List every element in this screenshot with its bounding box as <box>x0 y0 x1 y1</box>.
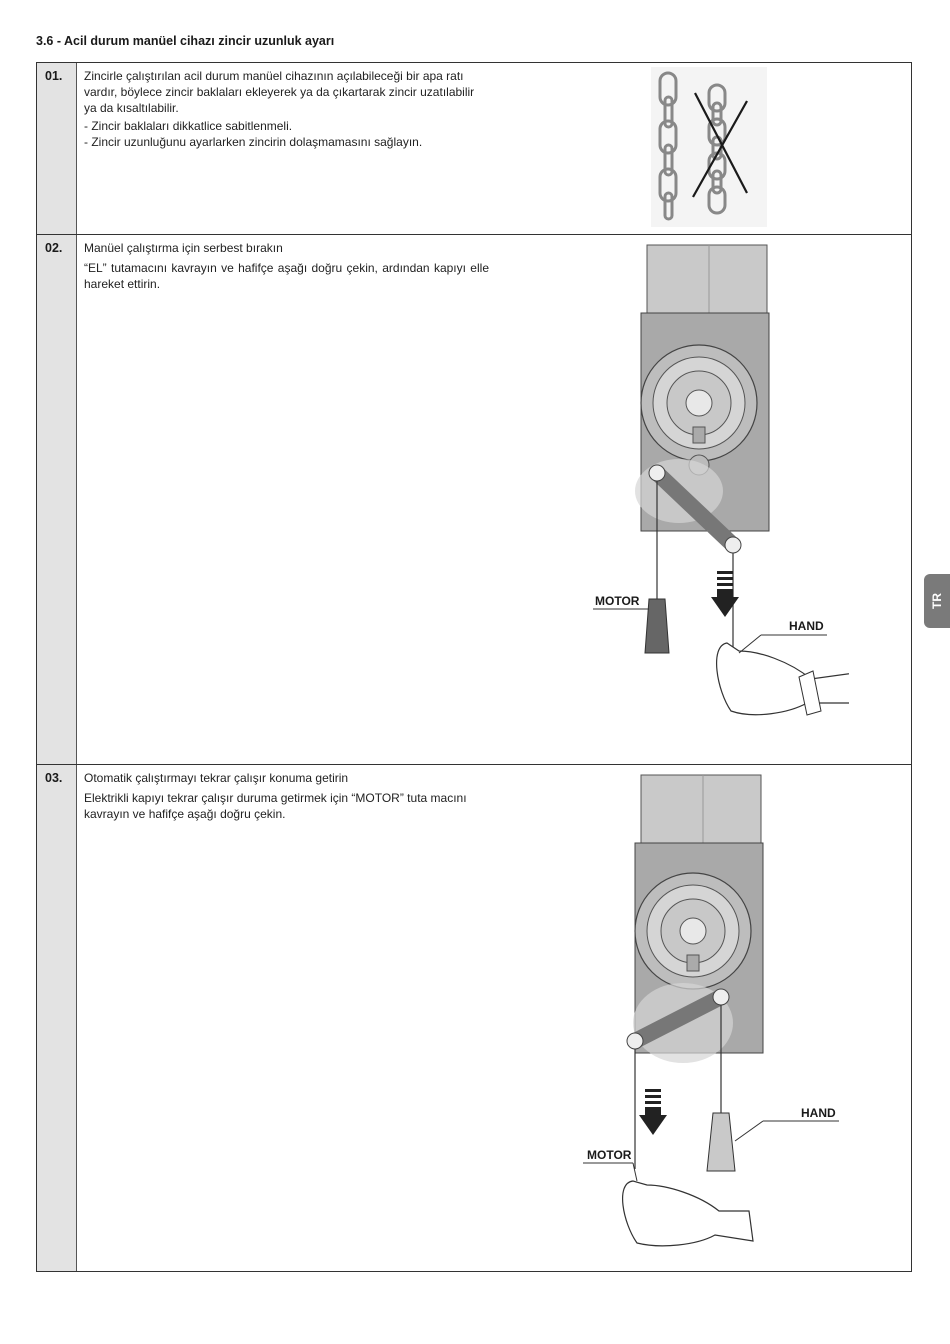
motor-label: MOTOR <box>587 1148 632 1162</box>
step-line: Zincirle çalıştırılan acil durum manüel cihazının açılabileceği bir apa ratı vardır, böylece zincir baklaları ekleyerek ya da çıkartarak zincir uzatılabilir ya da kısaltılabilir. <box>84 69 475 115</box>
step-text <box>84 240 489 294</box>
step-row-03 <box>37 765 911 1271</box>
step-row-02 <box>37 235 911 765</box>
language-tab <box>924 574 950 628</box>
step-number: 02. <box>37 235 77 764</box>
step-line: - Zincir baklaları dikkatlice sabitlenmeli. <box>84 119 293 133</box>
step-row-01 <box>37 63 911 235</box>
steps-table <box>36 62 912 1272</box>
step-heading: Otomatik çalıştırmayı tekrar çalışır konuma getirin <box>84 771 349 785</box>
language-tab-label: TR <box>930 593 944 609</box>
step-body: “EL” tutamacını kavrayın ve hafifçe aşağı doğru çekin, ardından kapıyı elle hareket ettirin. <box>84 261 489 291</box>
release-handle-illustration <box>549 241 849 756</box>
section-title: 3.6 - Acil durum manüel cihazı zincir uzunluk ayarı <box>36 34 335 48</box>
step-text <box>84 68 489 152</box>
hand-label: HAND <box>801 1106 836 1120</box>
motor-label: MOTOR <box>595 594 640 608</box>
step-text <box>84 770 489 824</box>
step-number: 01. <box>37 63 77 234</box>
step-line: - Zincir uzunluğunu ayarlarken zincirin dolaşmamasını sağlayın. <box>84 135 423 149</box>
step-heading: Manüel çalıştırma için serbest bırakın <box>84 241 283 255</box>
chain-links-icon <box>651 67 767 227</box>
step-body: Elektrikli kapıyı tekrar çalışır duruma getirmek için “MOTOR” tuta macını kavrayın ve hafifçe aşağı doğru çekin. <box>84 791 467 821</box>
step-number: 03. <box>37 765 77 1271</box>
engage-motor-illustration <box>543 771 843 1266</box>
hand-label: HAND <box>789 619 824 633</box>
